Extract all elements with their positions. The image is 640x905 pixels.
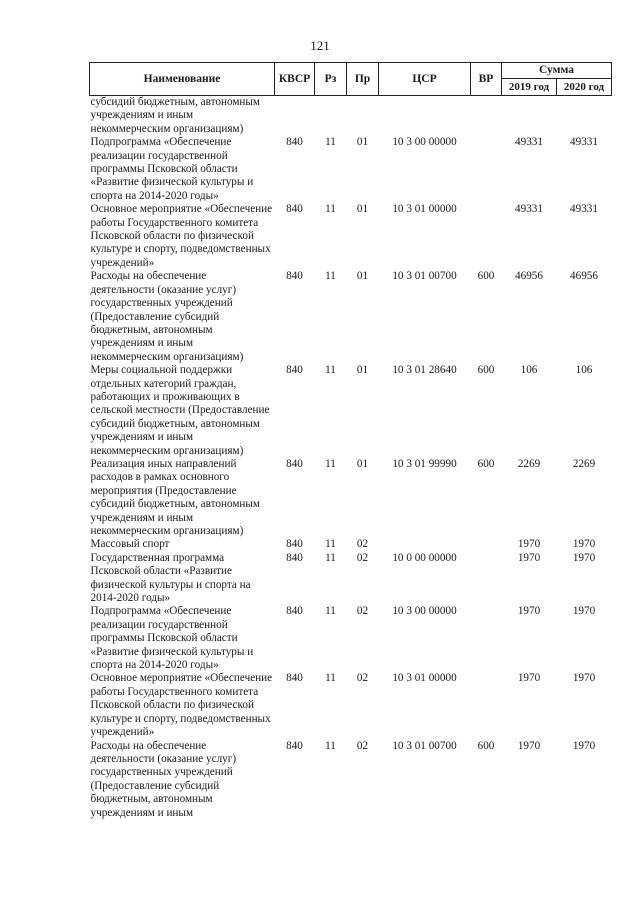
table-row [90, 605, 612, 672]
row-vr [471, 552, 502, 606]
table-row [90, 552, 612, 606]
row-csr: 10 3 01 00000 [392, 203, 457, 216]
row-sum-2020: 1970 [572, 739, 596, 752]
row-sum-2020: 49331 [570, 136, 598, 149]
row-kvsr: 840 [286, 136, 303, 149]
row-kvsr: 840 [286, 672, 303, 685]
row-kvsr: 840 [286, 364, 303, 377]
row-pr [347, 96, 379, 137]
header-year-2019: 2019 год [502, 79, 557, 96]
row-rz: 11 [325, 457, 336, 470]
row-name: Подпрограмма «Обеспечение реализации государственной программы Псковской области «Развитие физической культуры и спорта на 2014-2020 годы» [90, 605, 254, 672]
row-sum-2019: 1970 [517, 605, 541, 618]
row-vr [471, 203, 502, 270]
row-rz: 11 [325, 136, 336, 149]
row-sum-2020: 1970 [572, 672, 596, 685]
row-sum-2019: 46956 [515, 270, 543, 283]
row-csr: 10 3 00 00000 [392, 136, 457, 149]
row-rz: 11 [325, 203, 336, 216]
row-rz: 11 [325, 605, 336, 618]
row-name: Массовый спорт [90, 538, 170, 551]
row-sum-2020: 2269 [572, 457, 596, 470]
row-vr [471, 605, 502, 672]
row-rz [315, 96, 347, 137]
row-pr: 01 [356, 457, 369, 470]
header-csr: ЦСР [379, 63, 471, 96]
row-name: Основное мероприятие «Обеспечение работы Государственного комитета Псковской области по физической культуре и спорту, подведомственных учреждений» [90, 672, 273, 739]
row-csr: 10 3 01 00000 [392, 672, 457, 685]
row-pr: 02 [356, 739, 369, 752]
row-pr: 02 [356, 605, 369, 618]
table-row [90, 538, 612, 551]
row-sum-2020: 1970 [572, 551, 596, 564]
row-sum-2019: 1970 [517, 672, 541, 685]
row-kvsr [275, 96, 315, 137]
row-rz: 11 [325, 270, 336, 283]
row-rz: 11 [325, 538, 336, 551]
table-row [90, 672, 612, 739]
table-row [90, 96, 612, 137]
row-name: Государственная программа Псковской области «Развитие физической культуры и спорта на 2014-2020 годы» [90, 551, 251, 605]
row-pr: 02 [356, 672, 369, 685]
header-pr: Пр [347, 63, 379, 96]
row-sum-2019: 49331 [515, 136, 543, 149]
row-vr: 600 [477, 270, 495, 283]
row-rz: 11 [325, 739, 336, 752]
row-kvsr: 840 [286, 605, 303, 618]
row-sum-2020: 1970 [572, 538, 596, 551]
table-row [90, 740, 612, 820]
row-sum-2020 [557, 96, 612, 137]
row-kvsr: 840 [286, 739, 303, 752]
row-sum-2020: 49331 [570, 203, 598, 216]
row-csr: 10 0 00 00000 [392, 551, 457, 564]
row-csr: 10 3 01 99990 [392, 457, 457, 470]
row-pr: 02 [356, 538, 369, 551]
budget-table [89, 62, 612, 820]
row-vr [471, 672, 502, 739]
header-kvsr: КВСР [275, 63, 315, 96]
row-rz: 11 [325, 551, 336, 564]
page-number: 121 [310, 38, 330, 53]
row-pr: 01 [356, 364, 369, 377]
row-kvsr: 840 [286, 457, 303, 470]
row-vr: 600 [477, 457, 495, 470]
row-csr: 10 3 00 00000 [392, 605, 457, 618]
table-row [90, 270, 612, 364]
table-row [90, 136, 612, 203]
row-pr: 01 [356, 270, 369, 283]
row-sum-2020: 1970 [572, 605, 596, 618]
row-csr [379, 538, 471, 551]
header-sum: Сумма [502, 63, 612, 79]
table-header [90, 63, 612, 96]
row-kvsr: 840 [286, 538, 303, 551]
row-sum-2019: 106 [520, 364, 538, 377]
row-pr: 02 [356, 551, 369, 564]
table-row [90, 458, 612, 538]
row-sum-2019 [502, 96, 557, 137]
row-name: Расходы на обеспечение деятельности (оказание услуг) государственных учреждений (Предоставление субсидий бюджетным, автономным учреждениям и иным некоммерческим организациям) [90, 270, 244, 363]
row-name: Расходы на обеспечение деятельности (оказание услуг) государственных учреждений (Предоставление субсидий бюджетным, автономным учреждениям и иным [90, 739, 237, 819]
row-pr: 01 [356, 136, 369, 149]
row-csr: 10 3 01 28640 [392, 364, 457, 377]
row-sum-2019: 2269 [517, 457, 541, 470]
row-vr [471, 96, 502, 137]
row-name: Подпрограмма «Обеспечение реализации государственной программы Псковской области «Развитие физической культуры и спорта на 2014-2020 годы» [90, 136, 254, 202]
row-sum-2019: 1970 [517, 739, 541, 752]
header-year-2020: 2020 год [557, 79, 612, 96]
row-kvsr: 840 [286, 270, 303, 283]
table-body [90, 96, 612, 820]
table-row [90, 203, 612, 270]
row-vr [471, 136, 502, 203]
row-vr [471, 538, 502, 551]
row-csr [379, 96, 471, 137]
row-sum-2019: 1970 [517, 551, 541, 564]
row-vr: 600 [477, 364, 495, 377]
row-csr: 10 3 01 00700 [392, 739, 457, 752]
row-name: субсидий бюджетным, автономным учреждениям и иным некоммерческим организациям) [90, 96, 260, 135]
row-kvsr: 840 [286, 203, 303, 216]
header-rz: Рз [315, 63, 347, 96]
row-sum-2020: 106 [575, 364, 593, 377]
row-name: Меры социальной поддержки отдельных категорий граждан, работающих и проживающих в сельской местности (Предоставление субсидий бюджетным, автономным учреждениям и иным некоммерческим организациям) [90, 364, 270, 457]
table-row [90, 364, 612, 458]
row-csr: 10 3 01 00700 [392, 270, 457, 283]
row-sum-2019: 49331 [515, 203, 543, 216]
header-name: Наименование [90, 63, 275, 96]
row-sum-2020: 46956 [570, 270, 598, 283]
row-rz: 11 [325, 672, 336, 685]
row-name: Реализация иных направлений расходов в рамках основного мероприятия (Предоставление субсидий бюджетным, автономным учреждениям и иным некоммерческим организациям) [90, 457, 260, 537]
row-pr: 01 [356, 203, 369, 216]
row-rz: 11 [325, 364, 336, 377]
row-kvsr: 840 [286, 551, 303, 564]
row-name: Основное мероприятие «Обеспечение работы Государственного комитета Псковской области по физической культуре и спорту, подведомственных учреждений» [90, 203, 273, 269]
header-vr: ВР [471, 63, 502, 96]
row-vr: 600 [477, 739, 495, 752]
row-sum-2019: 1970 [517, 538, 541, 551]
